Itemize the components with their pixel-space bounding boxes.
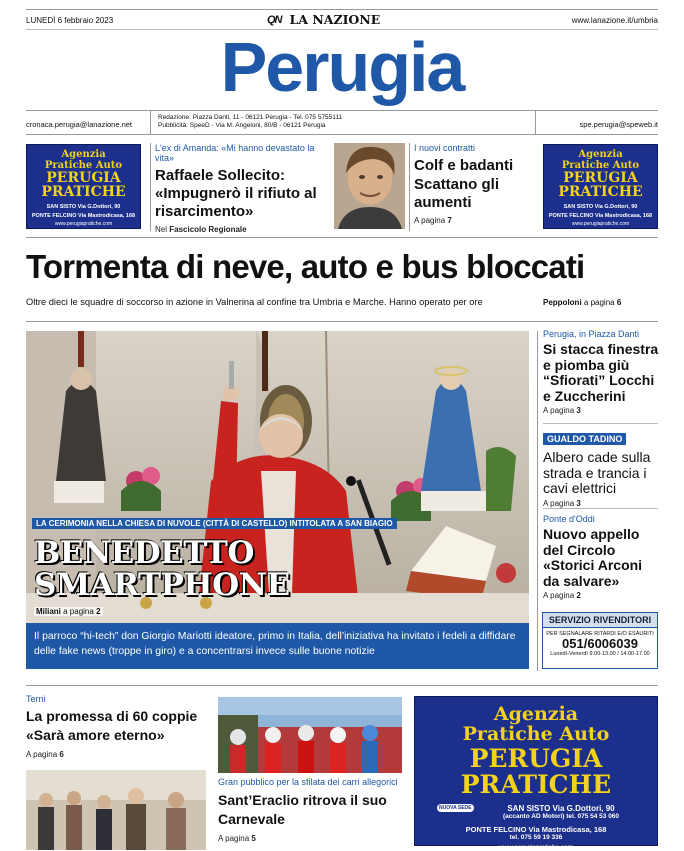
ad-perugia-pratiche-left[interactable]: Agenzia Pratiche Auto PERUGIA PRATICHE SAN SISTO Via G.Dottori, 90 PONTE FELCINO Via Mastrodicasa, 168 www.perugiapratiche.com (26, 144, 141, 229)
photo-rule (26, 321, 658, 322)
side-rule-1 (543, 423, 658, 424)
newspaper-brand[interactable] (267, 12, 380, 27)
story-carnevale[interactable]: Gran pubblico per la sfilata dei carri allegorici Sant’Eraclio ritrova il suo Carnevale A pagina 5 (218, 777, 398, 843)
contact-divider (150, 111, 151, 134)
redazione-info: Redazione: Piazza Danti, 11 - 06121 Perugia - Tel. 075 5755111 Pubblicità: SpeeD - Via M. Angeloni, 80/B - 06121 Perugia (158, 114, 343, 129)
couples-illustration (26, 770, 206, 850)
portrait-illustration (334, 143, 405, 229)
main-headline-ref: Peppoloni a pagina 6 (543, 298, 622, 307)
story-sollecito-title: Raffaele Sollecito: «Impugnerò il rifiuto al risarcimento» (155, 167, 317, 220)
side-story-finestra[interactable]: Perugia, in Piazza Danti Si stacca finestra e piomba giù “Sfiorati” Locchi e Zuccherini A pagina 3 (543, 329, 659, 415)
side-rule-2 (543, 508, 658, 509)
qn-logo: QN (267, 13, 282, 26)
ad-website[interactable]: www.perugiapratiche.com (498, 844, 574, 851)
main-headline-subtitle: Oltre dieci le squadre di soccorso in azione in Valnerina al confine tra Umbria e Marche. Hanno operato per ore (26, 297, 483, 307)
contact-rule-bottom (26, 134, 658, 135)
servizio-rivenditori-box[interactable]: SERVIZIO RIVENDITORI PER SEGNALARE RITARDI E/O ESAURITI 051/6006039 Lunedì-Venerdì 9.00-13.00 / 14.00-17.00 (542, 612, 658, 669)
main-headline[interactable]: Tormenta di neve, auto e bus bloccati (26, 248, 585, 285)
headline-rule (26, 237, 658, 238)
sidebar-divider (537, 331, 538, 671)
carnevale-photo (218, 697, 402, 773)
gualdo-tadino-badge: GUALDO TADINO (543, 433, 626, 445)
story-terni[interactable]: Terni La promessa di 60 coppie «Sarà amore eterno» A pagina 6 (26, 694, 198, 759)
col-divider-1 (150, 143, 151, 231)
photo-title: BENEDETTO SMARTPHONE (34, 535, 290, 603)
sollecito-photo (334, 143, 405, 229)
side-story-arconi[interactable]: Ponte d'Oddi Nuovo appello del Circolo «Storici Arconi da salvare» A pagina 2 (543, 514, 643, 600)
photo-summary: Il parroco “hi-tech” don Giorgio Mariotti ideatore, primo in Italia, dell’iniziativa ha invitato i fedeli a diffidare delle fake news (troppe in giro) e a concentrarsi invece sulle buone notizie (26, 623, 529, 669)
story-sollecito[interactable]: L'ex di Amanda: «Mi hanno devastato la vita» Raffaele Sollecito: «Impugnerò il rifiuto al risarcimento» Nel Fascicolo Regionale (155, 143, 330, 234)
site-url[interactable]: www.lanazione.it/umbria (571, 16, 658, 25)
contact-divider-2 (535, 111, 536, 134)
photo-ref: Miliani a pagina 2 (36, 607, 101, 616)
email-right[interactable]: spe.perugia@speweb.it (579, 120, 658, 129)
email-left[interactable]: cronaca.perugia@lanazione.net (26, 120, 133, 129)
photo-caption-band: LA CERIMONIA NELLA CHIESA DI NUVOLE (CITTÀ DI CASTELLO) INTITOLATA A SAN BIAGIO (32, 518, 397, 529)
col-divider-2 (409, 143, 410, 231)
contact-rule-top (26, 110, 658, 111)
story-colf-ref: A pagina 7 (414, 215, 452, 225)
side-story-albero[interactable]: GUALDO TADINO Albero cade sulla strada e trancia i cavi elettrici A pagina 3 (543, 434, 651, 508)
story-colf-title: Colf e badanti Scattano gli aumenti (414, 157, 514, 211)
main-photo[interactable] (26, 331, 529, 623)
carnival-illustration (218, 697, 402, 773)
issue-date: LUNEDÌ 6 febbraio 2023 (26, 16, 114, 25)
service-phone[interactable]: 051/6006039 (562, 636, 638, 651)
newspaper-name: LA NAZIONE (289, 12, 381, 27)
story-colf[interactable]: I nuovi contratti Colf e badanti Scattano gli aumenti A pagina 7 (414, 143, 534, 225)
top-rule (26, 9, 658, 10)
ad-perugia-pratiche-big[interactable]: Agenzia Pratiche Auto PERUGIA PRATICHE NUOVA SEDE SAN SISTO Via G.Dottori, 90 (accanto AD Motori) tel. 075 54 53 060 PONTE FELCINO Via Mastrodicasa, 168 tel. 075 59 19 336 www.perugiapratiche.com (414, 696, 658, 846)
story-sollecito-ref: Nel Fascicolo Regionale (155, 225, 247, 234)
new-branch-tag: NUOVA SEDE (439, 805, 472, 811)
ad-perugia-pratiche-right[interactable]: Agenzia Pratiche Auto PERUGIA PRATICHE SAN SISTO Via G.Dottori, 90 PONTE FELCINO Via Mastrodicasa, 168 www.perugiapratiche.com (543, 144, 658, 229)
edition-title: Perugia (220, 28, 464, 106)
terni-couples-photo (26, 770, 206, 850)
bottom-rule (26, 685, 658, 686)
